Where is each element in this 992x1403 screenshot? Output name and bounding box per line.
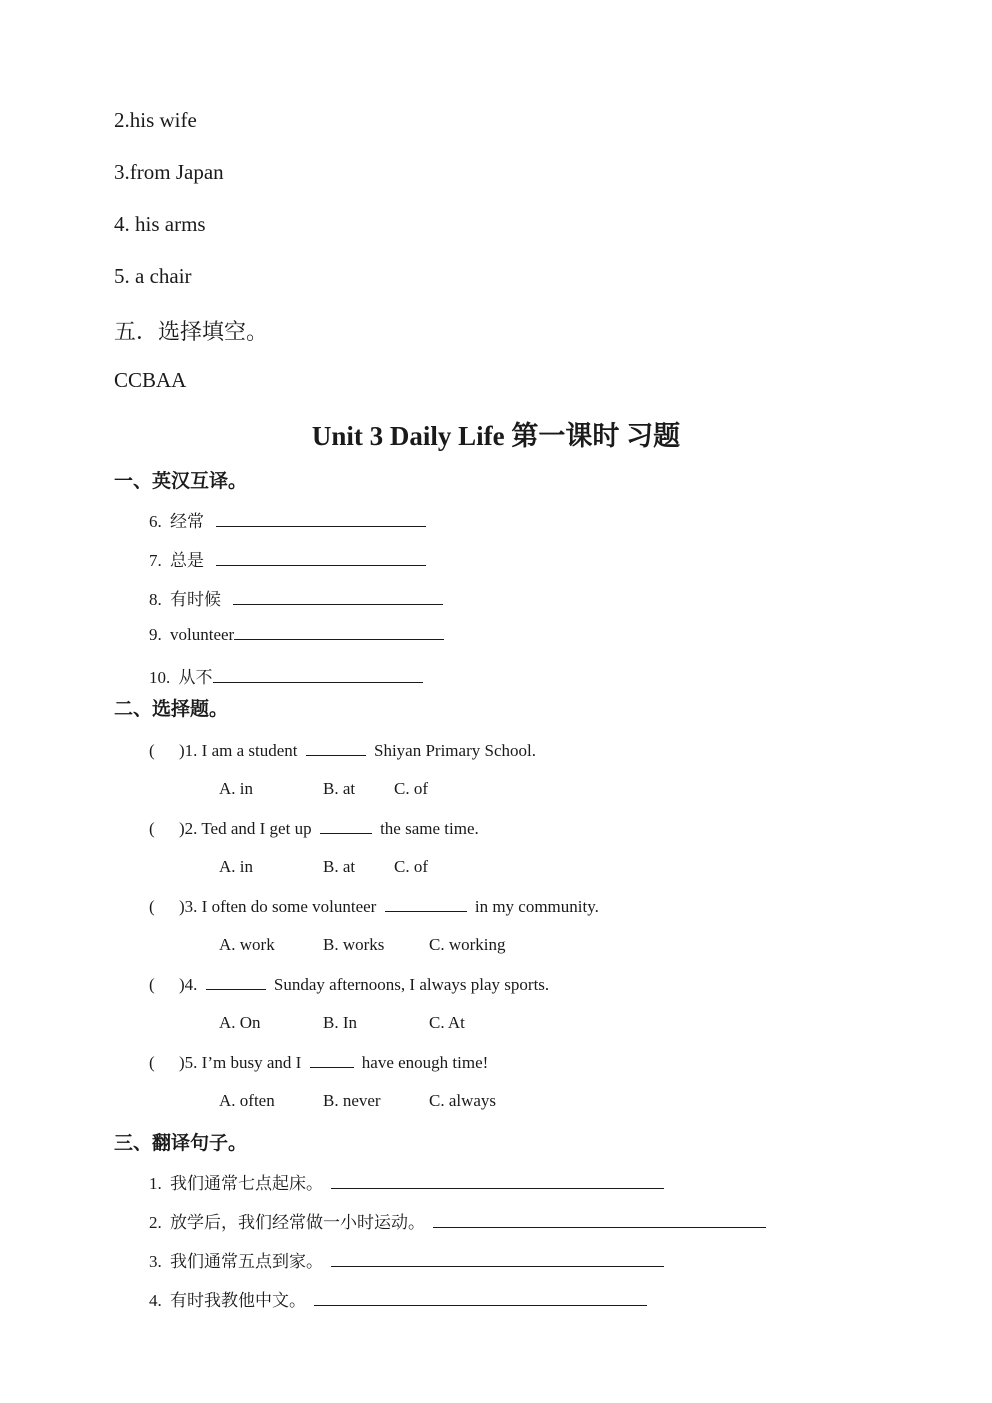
question-text-end: have enough time! [361, 1053, 489, 1072]
translate-item [149, 1286, 647, 1311]
answer-paren[interactable]: ( [149, 897, 155, 916]
answer-line: 3.from Japan [114, 160, 224, 184]
item-number: 7. [149, 551, 162, 570]
answer-paren[interactable]: ( [149, 1053, 155, 1072]
item-number: 9. [149, 625, 162, 644]
option-c[interactable]: C. At [429, 1013, 465, 1032]
section5-answer: CCBAA [114, 368, 187, 392]
answer-blank[interactable] [385, 896, 467, 912]
answer-blank[interactable] [234, 624, 444, 640]
item-text: 我们通常七点起床。 [170, 1174, 323, 1193]
section2-heading: 二、选择题。 [114, 699, 229, 720]
question [149, 974, 549, 995]
translate-item [149, 1169, 664, 1194]
question-text-end: the same time. [380, 819, 479, 838]
item-text: volunteer [170, 625, 235, 644]
option-b[interactable]: B. never [323, 1091, 381, 1110]
answer-line: 4. his arms [114, 212, 206, 236]
item-text: 经常 [170, 512, 204, 531]
option-b[interactable]: B. works [323, 935, 385, 954]
question [149, 896, 599, 917]
vocab-item [149, 624, 444, 645]
answer-blank[interactable] [213, 667, 423, 683]
section5-heading: 五．选择填空。 [114, 319, 269, 344]
answer-blank[interactable] [331, 1251, 664, 1267]
question-text: )1. I am a student [179, 741, 298, 760]
item-number: 10. [149, 668, 171, 687]
answer-blank[interactable] [331, 1173, 664, 1189]
item-number: 4. [149, 1291, 162, 1310]
item-number: 6. [149, 512, 162, 531]
item-number: 2. [149, 1213, 162, 1232]
option-a[interactable]: A. work [219, 935, 275, 954]
question-text: )2. Ted and I get up [179, 819, 312, 838]
question [149, 818, 479, 839]
answer-blank[interactable] [433, 1212, 766, 1228]
option-a[interactable]: A. in [219, 779, 253, 798]
answer-paren[interactable]: ( [149, 819, 155, 838]
answer-blank[interactable] [206, 974, 266, 990]
item-number: 8. [149, 590, 162, 609]
vocab-item [149, 585, 443, 610]
question-text: )4. [179, 975, 198, 994]
section3-heading: 三、翻译句子。 [114, 1133, 248, 1154]
option-b[interactable]: B. at [323, 857, 356, 876]
answer-blank[interactable] [320, 818, 372, 834]
answer-blank[interactable] [216, 550, 426, 566]
item-text: 有时候 [170, 590, 221, 609]
answer-blank[interactable] [310, 1052, 354, 1068]
option-b[interactable]: B. at [323, 779, 356, 798]
vocab-item [149, 546, 426, 571]
translate-item [149, 1208, 766, 1233]
vocab-item [149, 507, 426, 532]
question-text-end: Shiyan Primary School. [374, 741, 536, 760]
answer-line: 5. a chair [114, 264, 192, 288]
answer-blank[interactable] [306, 740, 366, 756]
item-text: 总是 [170, 551, 204, 570]
item-number: 1. [149, 1174, 162, 1193]
question-text: )5. I’m busy and I [179, 1053, 302, 1072]
option-c[interactable]: C. working [429, 935, 506, 954]
option-a[interactable]: A. in [219, 857, 253, 876]
section1-heading: 一、英汉互译。 [114, 471, 248, 492]
option-a[interactable]: A. On [219, 1013, 261, 1032]
question-text-end: in my community. [474, 897, 599, 916]
item-text: 有时我教他中文。 [170, 1291, 306, 1310]
question-text-end: Sunday afternoons, I always play sports. [273, 975, 550, 994]
answer-paren[interactable]: ( [149, 741, 155, 760]
question [149, 1052, 488, 1073]
answer-blank[interactable] [314, 1290, 647, 1306]
item-number: 3. [149, 1252, 162, 1271]
item-text: 我们通常五点到家。 [170, 1252, 323, 1271]
translate-item [149, 1247, 664, 1272]
option-c[interactable]: C. of [394, 779, 428, 798]
option-c[interactable]: C. always [429, 1091, 497, 1110]
answer-line: 2.his wife [114, 108, 197, 132]
item-text: 放学后，我们经常做一小时运动。 [170, 1213, 425, 1232]
item-text: 从不 [178, 668, 213, 687]
answer-blank[interactable] [216, 511, 426, 527]
option-a[interactable]: A. often [219, 1091, 275, 1110]
question-text: )3. I often do some volunteer [179, 897, 377, 916]
vocab-item [149, 663, 423, 688]
answer-paren[interactable]: ( [149, 975, 155, 994]
page-title: Unit 3 Daily Life 第一课时 习题 [311, 421, 681, 451]
question [149, 740, 536, 761]
option-b[interactable]: B. In [323, 1013, 357, 1032]
answer-blank[interactable] [233, 589, 443, 605]
option-c[interactable]: C. of [394, 857, 428, 876]
